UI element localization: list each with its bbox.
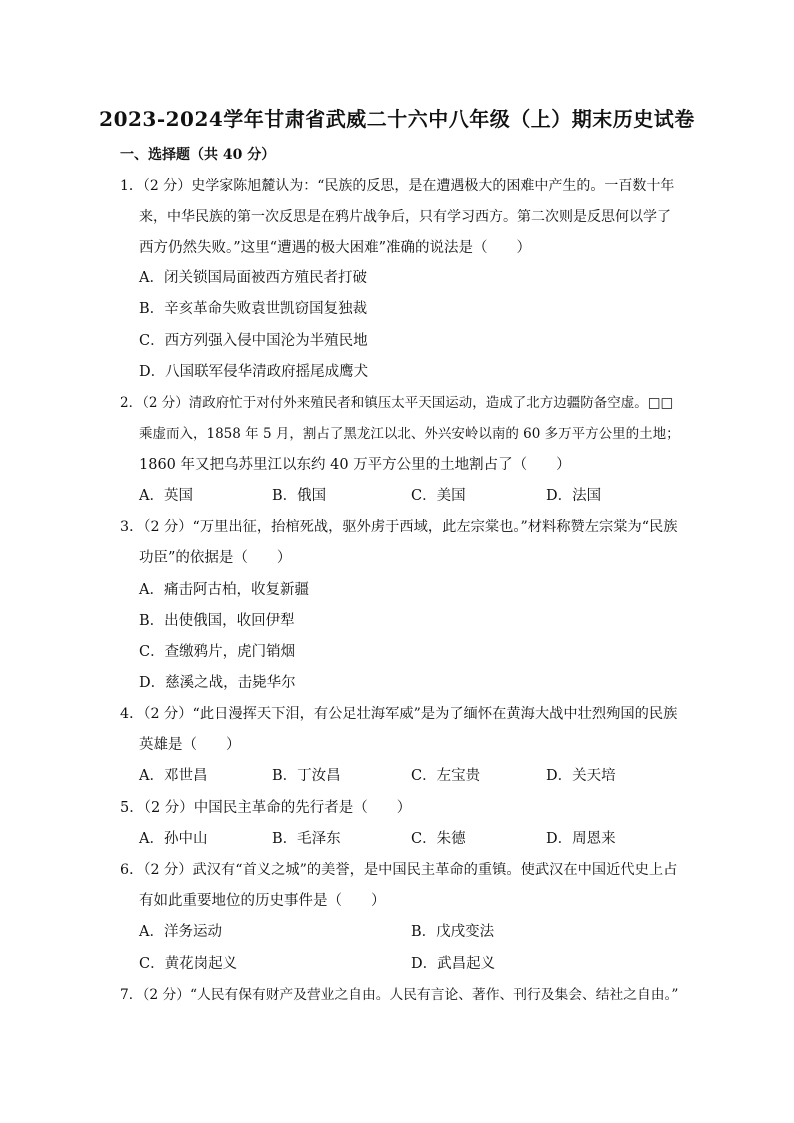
question-3-option-c[interactable]: C．查缴鸦片，虎门销烟 xyxy=(139,644,296,660)
question-1-option-a[interactable]: A．闭关锁国局面被西方殖民者打破 xyxy=(139,270,367,286)
question-2-option-a[interactable]: A．英国 xyxy=(139,488,193,504)
exam-title: 2023-2024学年甘肃省武威二十六中八年级（上）期末历史试卷 xyxy=(99,107,695,131)
question-4-option-b[interactable]: B．丁汝昌 xyxy=(272,768,341,784)
question-1-line-3: 西方仍然失败。”这里“遭遇的极大困难”准确的说法是（ ） xyxy=(139,240,531,256)
question-1-line-2: 来，中华民族的第一次反思是在鸦片战争后，只有学习西方。第二次则是反思何以学了 xyxy=(139,209,671,225)
question-2-line-2: 乘虚而入，1858 年 5 月，割占了黑龙江以北、外兴安岭以南的 60 多万平方公里的土地； xyxy=(139,426,680,442)
question-5-line-1: 5．（2 分）中国民主革命的先行者是（ ） xyxy=(120,800,412,816)
question-6-option-a[interactable]: A．洋务运动 xyxy=(139,924,222,940)
question-3-option-a[interactable]: A．痛击阿古柏，收复新疆 xyxy=(139,582,309,598)
question-5-option-c[interactable]: C．朱德 xyxy=(411,831,466,847)
question-1-option-c[interactable]: C．西方列强入侵中国沦为半殖民地 xyxy=(139,333,368,349)
question-6-line-2: 有如此重要地位的历史事件是（ ） xyxy=(139,893,386,909)
question-6-option-b[interactable]: B．戊戌变法 xyxy=(411,924,495,940)
question-1-line-1: 1．（2 分）史学家陈旭麓认为：“民族的反思，是在遭遇极大的困难中产生的。一百数十年 xyxy=(120,178,675,194)
question-3-line-1: 3．（2 分）“万里出征，抬棺死战，驱外虏于西域，此左宗棠也。”材料称赞左宗棠为“民族 xyxy=(120,519,678,535)
question-1-option-b[interactable]: B．辛亥革命失败袁世凯窃国复独裁 xyxy=(139,301,368,317)
question-3-line-2: 功臣”的依据是（ ） xyxy=(139,550,292,566)
question-2-option-c[interactable]: C．美国 xyxy=(411,488,466,504)
question-2-line-1: 2．（2 分）清政府忙于对付外来殖民者和镇压太平天国运动，造成了北方边疆防备空虚。□□ xyxy=(120,395,674,411)
question-5-option-a[interactable]: A．孙中山 xyxy=(139,831,208,847)
question-4-option-c[interactable]: C．左宝贵 xyxy=(411,768,481,784)
question-1-option-d[interactable]: D．八国联军侵华清政府摇尾成鹰犬 xyxy=(139,364,369,380)
question-6-option-d[interactable]: D．武昌起义 xyxy=(411,956,496,972)
question-6-option-c[interactable]: C．黄花岗起义 xyxy=(139,956,238,972)
question-3-option-d[interactable]: D．慈溪之战，击毙华尔 xyxy=(139,675,296,691)
question-5-option-d[interactable]: D．周恩来 xyxy=(546,831,616,847)
question-2-line-3: 1860 年又把乌苏里江以东约 40 万平方公里的土地割占了（ ） xyxy=(139,457,571,473)
question-5-option-b[interactable]: B．毛泽东 xyxy=(272,831,341,847)
question-4-line-2: 英雄是（ ） xyxy=(139,737,241,753)
question-3-option-b[interactable]: B．出使俄国，收回伊犁 xyxy=(139,613,295,629)
question-2-option-d[interactable]: D．法国 xyxy=(546,488,602,504)
question-7-line-1: 7．（2 分）“人民有保有财产及营业之自由。人民有言论、著作、刊行及集会、结社之自由。” xyxy=(120,987,679,1003)
section-heading: 一、选择题（共 40 分） xyxy=(120,147,276,163)
question-2-option-b[interactable]: B．俄国 xyxy=(272,488,327,504)
question-4-option-a[interactable]: A．邓世昌 xyxy=(139,768,208,784)
question-4-option-d[interactable]: D．关天培 xyxy=(546,768,616,784)
question-4-line-1: 4．（2 分）“此日漫挥天下泪，有公足壮海军威”是为了缅怀在黄海大战中壮烈殉国的民族 xyxy=(120,706,678,722)
question-6-line-1: 6．（2 分）武汉有“首义之城”的美誉，是中国民主革命的重镇。使武汉在中国近代史上占 xyxy=(120,862,678,878)
